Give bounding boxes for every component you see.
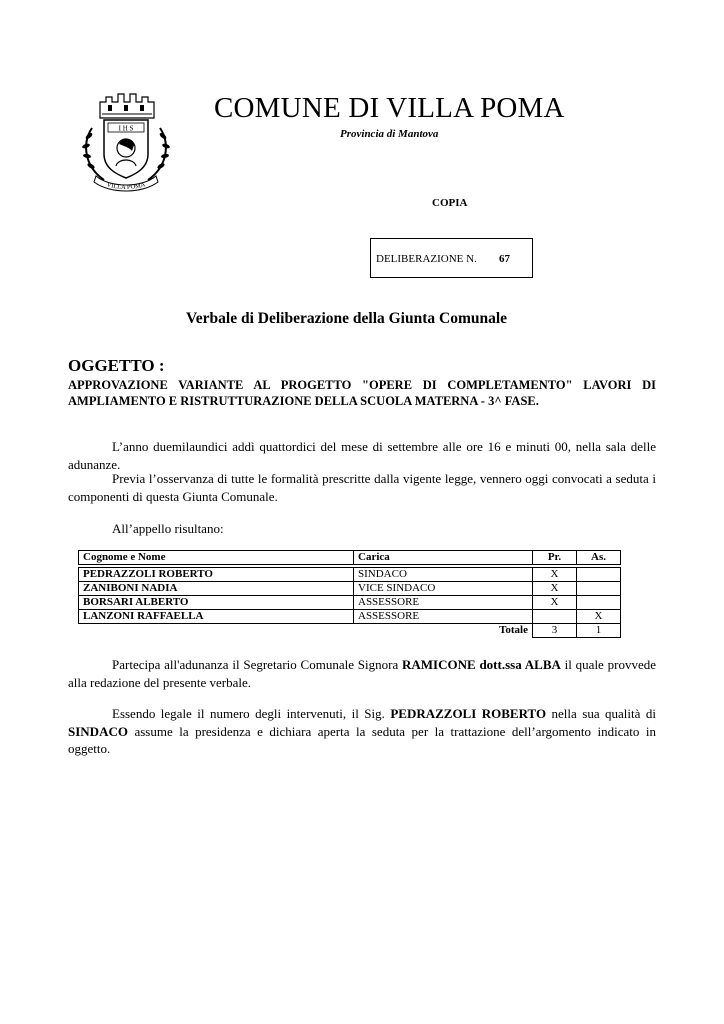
total-present: 3	[533, 624, 577, 638]
roll-call-intro: All’appello risultano:	[112, 521, 224, 536]
total-absent: 1	[577, 624, 621, 638]
coat-of-arms-logo	[78, 88, 174, 192]
member-role: VICE SINDACO	[354, 582, 533, 596]
copy-marker: COPIA	[432, 197, 468, 209]
attendance-table	[78, 550, 621, 638]
deliberation-number: 67	[499, 253, 510, 265]
member-role: ASSESSORE	[354, 596, 533, 610]
member-name: ZANIBONI NADIA	[79, 582, 354, 596]
municipality-title: COMUNE DI VILLA POMA	[214, 92, 565, 124]
table-row	[79, 582, 621, 596]
presidency-text-pre: Essendo legale il numero degli intervenuti, il Sig.	[112, 706, 391, 721]
deliberation-label: DELIBERAZIONE N.	[376, 253, 477, 265]
paragraph-secretary	[68, 656, 656, 691]
member-present: X	[533, 596, 577, 610]
secretary-name: RAMICONE dott.ssa ALBA	[402, 657, 561, 672]
document-title: Verbale di Deliberazione della Giunta Comunale	[186, 310, 508, 327]
header-name: Cognome e Nome	[79, 551, 354, 565]
member-present: X	[533, 582, 577, 596]
presidency-text-post: assume la presidenza e dichiara aperta la seduta per la trattazione dell’argomento indicato in oggetto.	[68, 723, 656, 756]
table-header-row	[79, 551, 621, 565]
secretary-text-post: il quale provvede alla redazione del presente verbale.	[68, 657, 656, 690]
svg-text:I H S: I H S	[118, 124, 134, 133]
member-name: LANZONI RAFFAELLA	[79, 610, 354, 624]
header-role: Carica	[354, 551, 533, 565]
member-present: X	[533, 568, 577, 582]
member-absent	[577, 596, 621, 610]
president-role: SINDACO	[68, 723, 128, 739]
paragraph-presidency	[68, 705, 656, 758]
member-role: ASSESSORE	[354, 610, 533, 624]
table-row	[79, 596, 621, 610]
member-name: BORSARI ALBERTO	[79, 596, 354, 610]
paragraph-date: L’anno duemilaundici addì quattordici del mese di settembre alle ore 16 e minuti 00, nella sala delle adunanze.	[68, 439, 656, 472]
member-name: PEDRAZZOLI ROBERTO	[79, 568, 354, 582]
member-present	[533, 610, 577, 624]
deliberation-number-box	[370, 238, 533, 278]
header-present: Pr.	[533, 551, 577, 565]
table-row	[79, 610, 621, 624]
member-role: SINDACO	[354, 568, 533, 582]
total-label: Totale	[499, 624, 528, 637]
table-row	[79, 568, 621, 582]
presidency-text-mid: nella sua qualità di	[546, 706, 656, 721]
member-absent: X	[577, 610, 621, 624]
province-subtitle: Provincia di Mantova	[340, 128, 439, 140]
member-absent	[577, 582, 621, 596]
member-absent	[577, 568, 621, 582]
paragraph-convocation: Previa l’osservanza di tutte le formalità prescritte dalla vigente legge, vennero oggi convocati a seduta i componenti di questa Giunta Comunale.	[68, 471, 656, 504]
header-absent: As.	[577, 551, 621, 565]
president-name: PEDRAZZOLI ROBERTO	[390, 706, 547, 721]
subject-heading: OGGETTO :	[68, 356, 165, 375]
table-total-row	[79, 624, 621, 638]
secretary-text-pre: Partecipa all'adunanza il Segretario Comunale Signora	[112, 657, 402, 672]
svg-text:VILLA POMA: VILLA POMA	[105, 181, 147, 192]
subject-text: APPROVAZIONE VARIANTE AL PROGETTO "OPERE DI COMPLETAMENTO" LAVORI DI AMPLIAMENTO E RISTRUTTURAZIONE DELLA SCUOLA MATERNA - 3^ FASE.	[68, 378, 656, 408]
